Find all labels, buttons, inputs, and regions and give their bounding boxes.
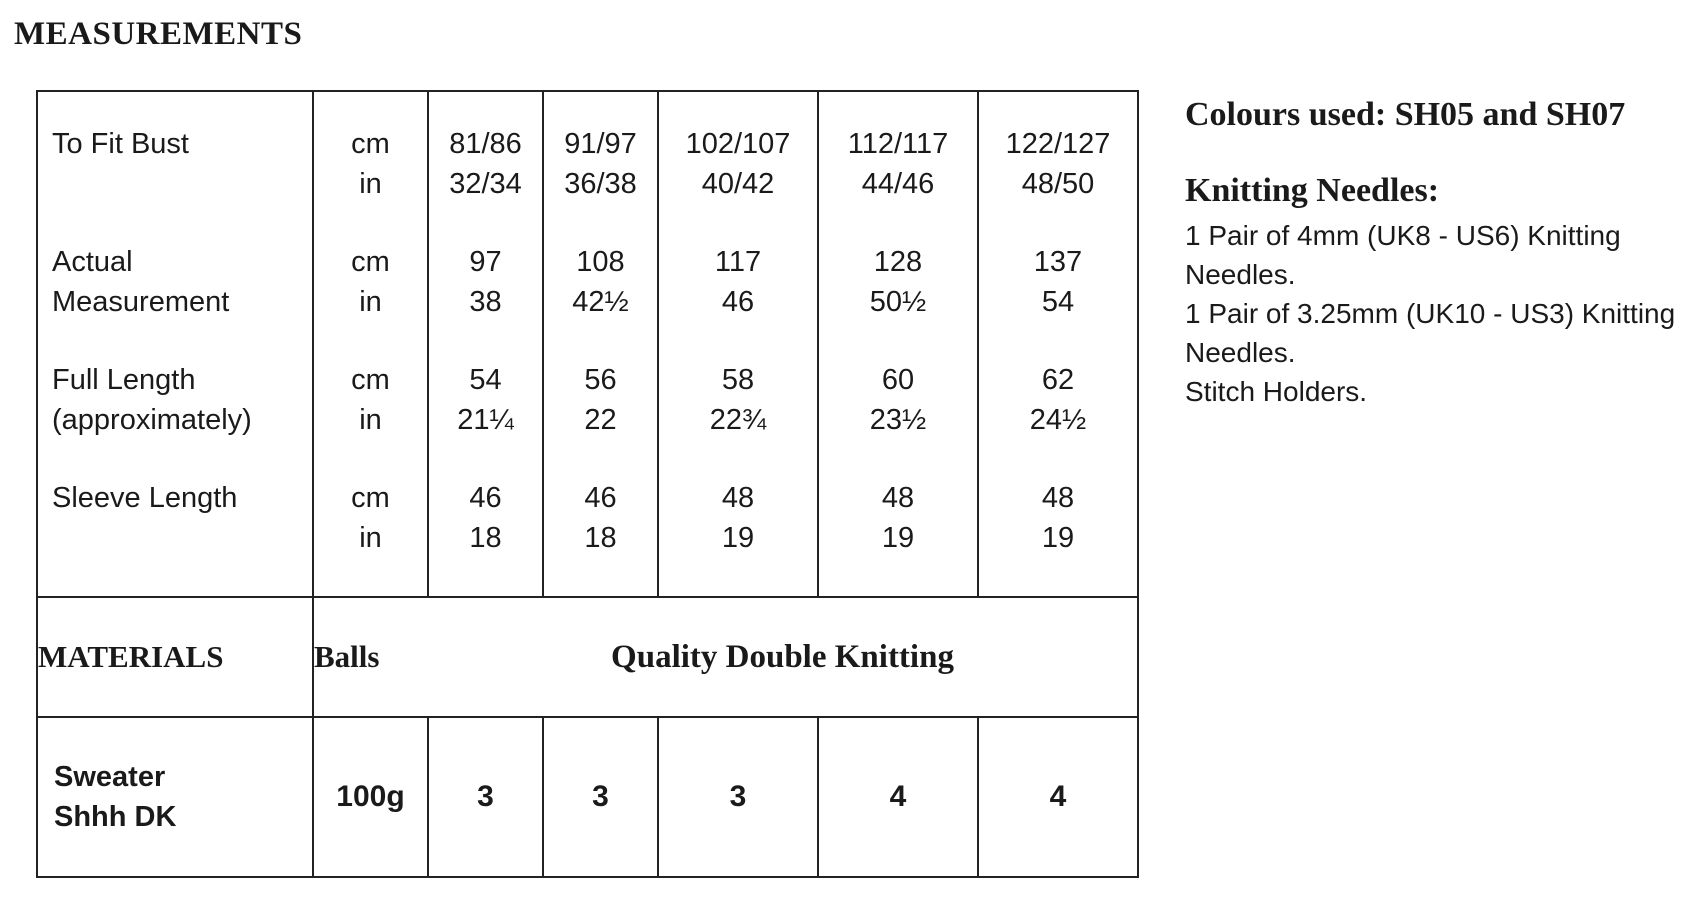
ball-count: 4	[978, 717, 1138, 877]
materials-header-row	[37, 597, 1138, 717]
value-pair: 128 50½	[869, 246, 927, 318]
yarn-name: Sweater Shhh DK	[37, 717, 313, 877]
value-pair: 56 22	[584, 364, 617, 436]
unit-pair: cm in	[351, 246, 390, 318]
measurement-labels-cell	[37, 91, 313, 597]
needles-line: Stitch Holders.	[1185, 376, 1368, 407]
size-column-4	[818, 91, 978, 597]
measurements-row	[37, 91, 1138, 597]
value-pair: 46 18	[469, 482, 502, 554]
needles-line: 1 Pair of 4mm (UK8 - US6) Knitting	[1185, 220, 1621, 251]
value-pair: 60 23½	[869, 364, 927, 436]
size-column-1	[428, 91, 543, 597]
size-column-3	[658, 91, 818, 597]
value-pair: 48 19	[721, 482, 755, 554]
measurement-label: Sleeve Length	[52, 482, 238, 514]
ball-count: 3	[543, 717, 658, 877]
measurement-label: To Fit Bust	[52, 128, 189, 160]
value-pair: 46 18	[584, 482, 617, 554]
measurement-label: Full Length (approximately)	[52, 364, 252, 436]
size-column-2	[543, 91, 658, 597]
value-pair: 122/127 48/50	[1005, 128, 1111, 200]
measurements-table	[36, 90, 1139, 878]
page-title: MEASUREMENTS	[14, 16, 303, 52]
value-pair: 48 19	[881, 482, 915, 554]
value-pair: 112/117 44/46	[847, 128, 949, 200]
units-cell	[313, 91, 428, 597]
colours-used: Colours used: SH05 and SH07	[1185, 96, 1626, 133]
unit-pair: cm in	[351, 364, 390, 436]
needles-heading: Knitting Needles:	[1185, 172, 1440, 209]
value-pair: 117 46	[714, 246, 762, 318]
value-pair: 54 21¼	[457, 364, 514, 436]
value-pair: 91/97 36/38	[564, 128, 637, 200]
value-pair: 137 54	[1033, 246, 1083, 318]
ball-weight: 100g	[313, 717, 428, 877]
value-pair: 48 19	[1041, 482, 1075, 554]
ball-count: 3	[428, 717, 543, 877]
value-pair: 97 38	[469, 246, 502, 318]
side-notes	[1185, 96, 1695, 411]
unit-pair: cm in	[351, 128, 390, 200]
materials-label: MATERIALS	[37, 597, 313, 717]
size-column-5	[978, 91, 1138, 597]
yarn-quality-label: Quality Double Knitting	[428, 597, 1138, 717]
value-pair: 62 24½	[1029, 364, 1087, 436]
balls-label: Balls	[313, 597, 428, 717]
unit-pair: cm in	[351, 482, 390, 554]
ball-count: 3	[658, 717, 818, 877]
value-pair: 102/107 40/42	[685, 128, 791, 200]
ball-count: 4	[818, 717, 978, 877]
needles-line: 1 Pair of 3.25mm (UK10 - US3) Knitting	[1185, 298, 1676, 329]
needles-line: Needles.	[1185, 259, 1296, 290]
value-pair: 58 22¾	[709, 364, 767, 436]
measurement-label: Actual Measurement	[52, 246, 230, 318]
needles-line: Needles.	[1185, 337, 1296, 368]
yarn-row	[37, 717, 1138, 877]
value-pair: 108 42½	[572, 246, 629, 318]
value-pair: 81/86 32/34	[449, 128, 522, 200]
